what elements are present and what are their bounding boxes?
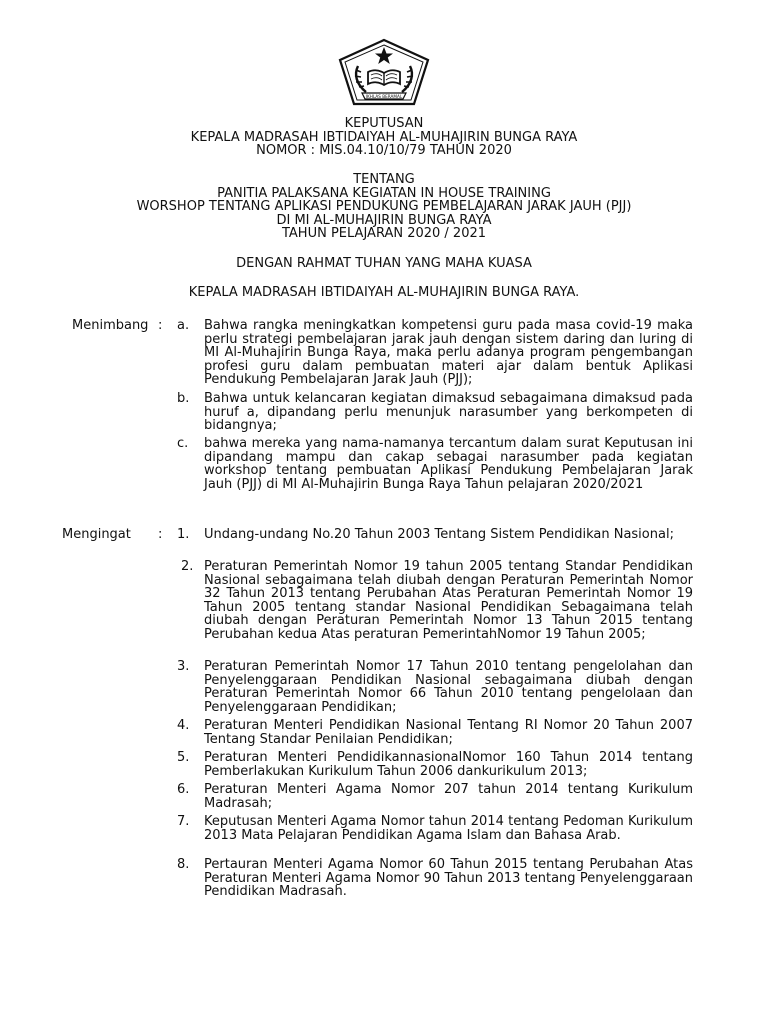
mengingat-label: Mengingat <box>62 527 131 542</box>
decision-header <box>0 117 768 158</box>
invocation-text: DENGAN RAHMAT TUHAN YANG MAHA KUASA <box>236 256 532 271</box>
item-marker: 1. <box>177 527 190 542</box>
item-marker: 6. <box>177 782 190 797</box>
item-marker: 4. <box>177 718 190 733</box>
item-text: Peraturan Menteri Pendidikan Nasional Tentang RI Nomor 20 Tahun 2007 Tentang Standar Penilaian Pendidikan; <box>204 718 693 747</box>
menimbang-colon: : <box>158 318 163 333</box>
invocation <box>0 257 768 271</box>
item-text: Undang-undang No.20 Tahun 2003 Tentang Sistem Pendidikan Nasional; <box>204 527 674 542</box>
item-marker: a. <box>177 318 190 333</box>
item-text: Peraturan Menteri PendidikannasionalNomor 160 Tahun 2014 tentang Pemberlakukan Kurikulum Tahun 2006 dankurikulum 2013; <box>204 750 693 779</box>
madrasah-emblem-icon <box>336 38 432 108</box>
item-marker: b. <box>177 391 190 406</box>
mengingat-colon: : <box>158 527 163 542</box>
subject-label: TENTANG <box>353 172 415 187</box>
item-text: Pertauran Menteri Agama Nomor 60 Tahun 2015 tentang Perubahan Atas Peraturan Menteri Agama Nomor 90 Tahun 2013 tentang Penyelenggaraan Pendidikan Madrasah. <box>204 857 693 899</box>
emblem-motto: IKHLAS BERAMAL <box>365 94 403 99</box>
subject-line-1: PANITIA PALAKSANA KEGIATAN IN HOUSE TRAINING <box>217 185 551 201</box>
item-text: Keputusan Menteri Agama Nomor tahun 2014 tentang Pedoman Kurikulum 2013 Mata Pelajaran Pendidikan Agama Islam dan Bahasa Arab. <box>204 814 693 843</box>
item-text: bahwa mereka yang nama-namanya tercantum dalam surat Keputusan ini dipandang mampu dan cakap sebagai narasumber pada kegiatan workshop tentang pembuatan Aplikasi Pendukung Pembelajaran Jarak Jauh (PJJ) di MI Al-Muhajirin Bunga Raya Tahun pelajaran 2020/2021 <box>204 436 693 492</box>
item-marker: 8. <box>177 857 190 872</box>
decision-issuer: KEPALA MADRASAH IBTIDAIYAH AL-MUHAJIRIN BUNGA RAYA <box>190 129 578 145</box>
authority <box>0 286 768 300</box>
decision-subject <box>0 173 768 241</box>
decision-number: NOMOR : MIS.04.10/10/79 TAHUN 2020 <box>256 143 512 158</box>
item-marker: 5. <box>177 750 190 765</box>
item-marker: 7. <box>177 814 190 829</box>
subject-line-4: TAHUN PELAJARAN 2020 / 2021 <box>281 226 487 241</box>
item-text: Peraturan Pemerintah Nomor 19 tahun 2005 tentang Standar Pendidikan Nasional sebagaimana telah diubah dengan Peraturan Pemerintah Nomor 32 Tahun 2013 tentang Perubahan Atas Peraturan Pemerintah Nomor 19 Tahun 2005 tentang standar Nasional Pendidikan Sebagaimana telah diubah dengan Peraturan Pemerintah Nomor 13 Tahun 2015 tentang Perubahan kedua Atas peraturan PemerintahNomor 19 Tahun 2005; <box>204 559 693 642</box>
item-text: Peraturan Pemerintah Nomor 17 Tahun 2010 tentang pengelolahan dan Penyelenggaraan Pendidikan Nasional sebagaimana diubah dengan Peraturan Pemerintah Nomor 66 Tahun 2010 tentang pengelolaan dan Penyelenggaraan Pendidikan; <box>204 659 693 715</box>
authority-text: KEPALA MADRASAH IBTIDAIYAH AL-MUHAJIRIN BUNGA RAYA. <box>188 285 580 300</box>
item-marker: 3. <box>177 659 190 674</box>
item-marker: 2. <box>181 559 194 574</box>
item-text: Bahwa untuk kelancaran kegiatan dimaksud sebagaimana dimaksud pada huruf a, dipandang perlu menunjuk narasumber yang berkompeten di bidangnya; <box>204 391 693 433</box>
menimbang-label: Menimbang <box>72 318 149 333</box>
item-text: Bahwa rangka meningkatkan kompetensi guru pada masa covid-19 maka perlu strategi pembelajaran jarak jauh dengan sistem daring dan luring di MI Al-Muhajirin Bunga Raya, maka perlu adanya program pengembangan profesi guru dalam pembuatan materi ajar dalam bentuk Aplikasi Pendukung Pembelajaran Jarak Jauh (PJJ); <box>204 318 693 387</box>
subject-line-2: WORSHOP TENTANG APLIKASI PENDUKUNG PEMBELAJARAN JARAK JAUH (PJJ) <box>136 199 632 214</box>
decision-title: KEPUTUSAN <box>344 116 424 131</box>
item-text: Peraturan Menteri Agama Nomor 207 tahun 2014 tentang Kurikulum Madrasah; <box>204 782 693 811</box>
item-marker: c. <box>177 436 189 451</box>
subject-line-3: DI MI AL-MUHAJIRIN BUNGA RAYA <box>276 212 492 228</box>
